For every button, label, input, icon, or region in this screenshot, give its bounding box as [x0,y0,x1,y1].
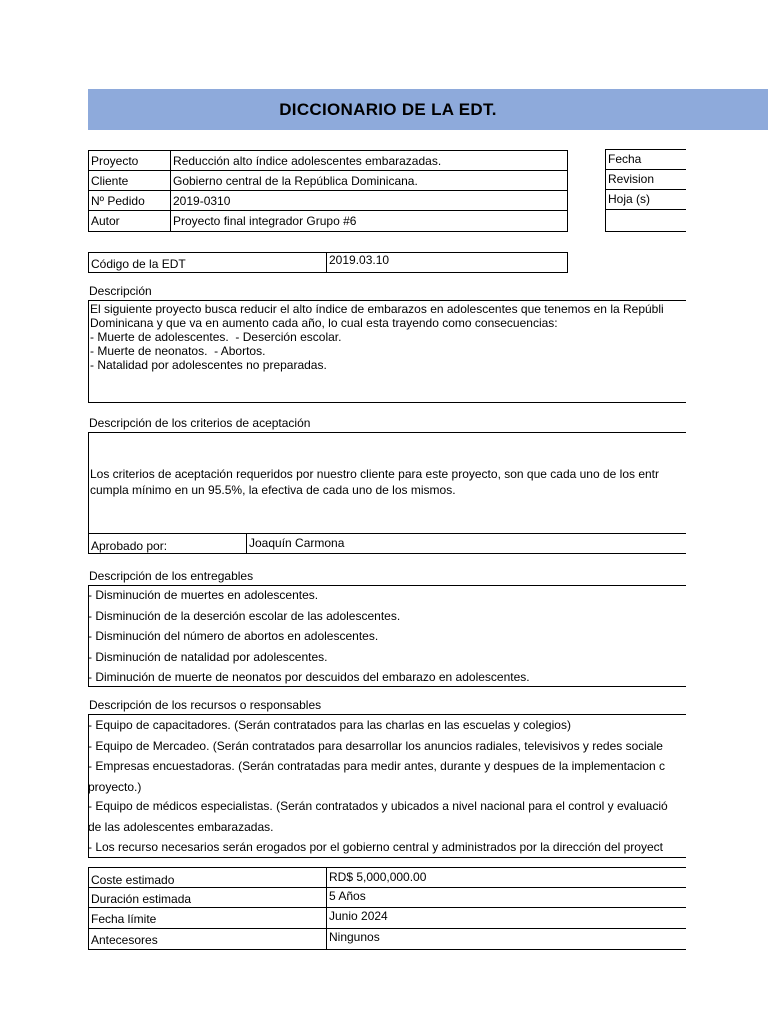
descripcion-line: - Muerte de neonatos. - Abortos. [90,344,266,358]
entregable-item: - Disminución de muertes en adolescentes. [88,588,319,602]
title-banner [88,89,768,130]
entregable-item: - Diminución de muerte de neonatos por descuidos del embarazo en adolescentes. [88,670,530,684]
fecha-limite-label: Fecha límite [88,908,326,929]
recurso-item: - Equipo de capacitadores. (Serán contratados para las charlas en las escuelas y colegios) [88,718,571,732]
recurso-item: - Los recurso necesarios serán erogados por el gobierno central y administrados por la dirección del proyect [88,840,663,854]
entregable-item: - Disminución del número de abortos en adolescentes. [88,629,379,643]
antecesores-label: Antecesores [88,929,326,950]
revision-label: Revision [605,170,686,190]
recurso-item: - Equipo de Mercadeo. (Serán contratados para desarrollar los anuncios radiales, televisivos y redes sociale [88,739,663,753]
entregable-item: - Disminución de natalidad por adolescentes. [88,650,328,664]
entregable-item: - Disminución de la deserción escolar de las adolescentes. [88,609,401,623]
descripcion-line: - Natalidad por adolescentes no preparadas. [90,358,327,372]
recursos-heading: Descripción de los recursos o responsables [89,698,322,712]
pedido-value: 2019-0310 [170,191,568,211]
aprobado-label: Aprobado por: [88,533,246,554]
criterios-heading: Descripción de los criterios de aceptación [89,416,311,430]
divider [88,585,686,586]
descripcion-box [88,300,686,403]
autor-label: Autor [88,211,170,232]
recurso-item: proyecto.) [88,780,142,794]
cliente-label: Cliente [88,171,170,191]
antecesores-value: Ningunos [326,929,686,950]
fecha-label: Fecha [605,149,686,170]
autor-value: Proyecto final integrador Grupo #6 [170,211,568,232]
divider [88,857,686,858]
criterios-line: cumpla mínimo en un 95.5%, la efectiva de cada uno de los mismos. [90,483,456,497]
criterios-line: Los criterios de aceptación requeridos por nuestro cliente para este proyecto, son que cada uno de los entr [90,467,660,481]
divider [88,714,686,715]
pedido-label: Nº Pedido [88,191,170,211]
codigo-edt-label: Código de la EDT [88,252,326,273]
criterios-box [88,432,686,533]
recurso-item: - Empresas encuestadoras. (Serán contratadas para medir antes, durante y despues de la implementacion c [88,759,665,773]
recurso-item: - Equipo de médicos especialistas. (Serán contratados y ubicados a nivel nacional para el control y evaluació [88,799,668,813]
recurso-item: de las adolescentes embarazadas. [88,820,274,834]
aprobado-value: Joaquín Carmona [246,533,686,554]
proyecto-label: Proyecto [88,150,170,171]
codigo-edt-value: 2019.03.10 [326,252,568,273]
descripcion-heading: Descripción [89,284,152,298]
duracion-value: 5 Años [326,888,686,908]
descripcion-line: - Muerte de adolescentes. - Deserción escolar. [90,330,342,344]
descripcion-line: Dominicana y que va en aumento cada año, lo cual esta trayendo como consecuencias: [90,316,558,330]
cliente-value: Gobierno central de la República Dominicana. [170,171,568,191]
duracion-label: Duración estimada [88,888,326,908]
page-title: DICCIONARIO DE LA EDT. [279,100,497,119]
fecha-limite-value: Junio 2024 [326,908,686,929]
coste-value: RD$ 5,000,000.00 [326,867,686,888]
divider [88,686,686,687]
hoja-value-cell [605,210,686,232]
proyecto-value: Reducción alto índice adolescentes embarazadas. [170,150,568,171]
coste-label: Coste estimado [88,867,326,888]
descripcion-line: El siguiente proyecto busca reducir el alto índice de embarazos en adolescentes que tenemos en la Repúbli [90,302,664,316]
entregables-heading: Descripción de los entregables [89,569,254,583]
hoja-label: Hoja (s) [605,190,686,210]
